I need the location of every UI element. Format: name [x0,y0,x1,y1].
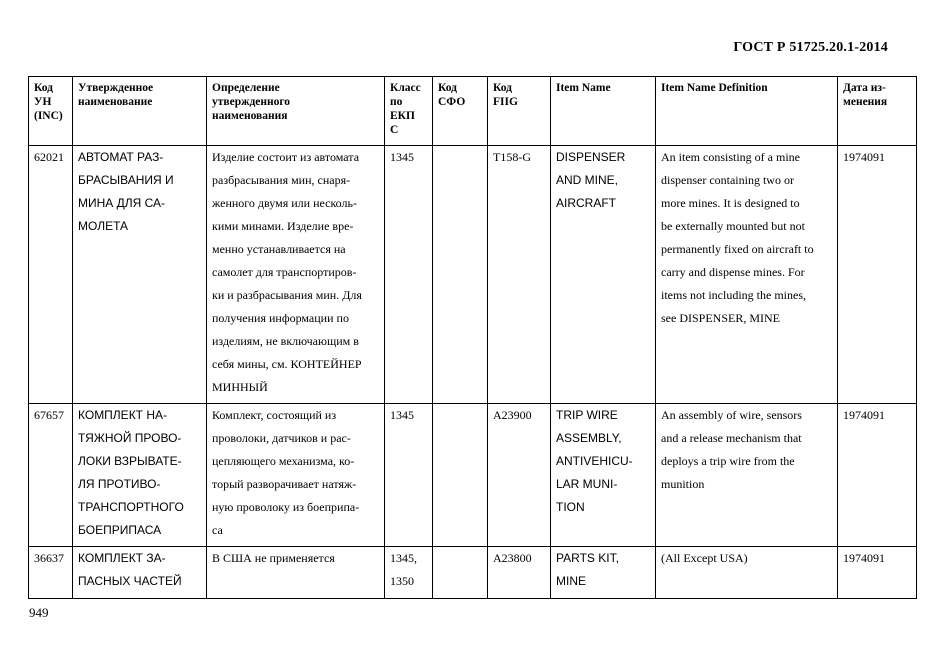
cell-item-definition-line: An assembly of wire, sensors [661,408,802,422]
cell-approved-name-line: ЛОКИ ВЗРЫВАТЕ- [78,454,182,468]
cell-approved-name [73,547,207,599]
cell-change-date: 1974091 [838,547,917,599]
cell-item-name-line: ASSEMBLY, [556,431,622,445]
cell-class [385,146,433,404]
cell-item-definition-line: be externally mounted but not [661,219,805,233]
cell-approved-name-line: ТЯЖНОЙ ПРОВО- [78,431,182,445]
cell-approved-name [73,146,207,404]
header-row [29,77,917,146]
page-number: 949 [29,605,49,620]
cell-definition-line: проволоки, датчиков и рас- [212,431,351,445]
cell-class-line: 1345, [390,551,417,565]
cell-item-definition-line: (All Except USA) [661,551,748,565]
cell-definition [207,404,385,547]
cell-item-name-line: TION [556,500,585,514]
cell-sfo [433,404,488,547]
cell-fiig: A23900 [488,404,551,547]
cell-definition-line: получения информации по [212,311,349,325]
cell-inc: 67657 [29,404,73,547]
cell-item-definition-line: permanently fixed on aircraft to [661,242,814,256]
table-row [29,547,917,599]
cell-item-definition [656,146,838,404]
cell-definition-line: торый разворачивает натяж- [212,477,357,491]
cell-definition-line: изделиям, не включающим в [212,334,359,348]
table-body [29,146,917,599]
cell-approved-name-line: МОЛЕТА [78,219,129,233]
cell-item-definition [656,547,838,599]
cell-sfo [433,146,488,404]
cell-item-definition-line: items not including the mines, [661,288,806,302]
cell-class-line: 1345 [390,150,414,164]
cell-definition-line: разбрасывания мин, снаря- [212,173,351,187]
cell-change-date: 1974091 [838,146,917,404]
cell-item-name-line: PARTS KIT, [556,551,619,565]
document-code: ГОСТ Р 51725.20.1-2014 [733,40,888,55]
cell-item-definition-line: munition [661,477,705,491]
col-header-inc: Код УН (INC) [29,77,73,146]
col-header-sfo: Код СФО [433,77,488,146]
cell-item-definition-line: deploys a trip wire from the [661,454,795,468]
col-header-item-name: Item Name [551,77,656,146]
cell-approved-name-line: АВТОМАТ РАЗ- [78,150,164,164]
cell-class [385,404,433,547]
cell-inc: 36637 [29,547,73,599]
cell-sfo [433,547,488,599]
col-header-definition: Определение утвержденного наименования [207,77,385,146]
cell-definition [207,146,385,404]
cell-definition-line: Изделие состоит из автомата [212,150,360,164]
cell-item-name [551,404,656,547]
cell-definition-line: цепляющего механизма, ко- [212,454,355,468]
cell-approved-name-line: ПАСНЫХ ЧАСТЕЙ [78,574,182,588]
cell-fiig: T158-G [488,146,551,404]
cell-fiig: A23800 [488,547,551,599]
cell-approved-name-line: БРАСЫВАНИЯ И [78,173,174,187]
cell-item-definition [656,404,838,547]
cell-item-definition-line: and a release mechanism that [661,431,802,445]
cell-definition [207,547,385,599]
cell-class [385,547,433,599]
cell-definition-line: самолет для транспортиров- [212,265,357,279]
cell-item-definition-line: more mines. It is designed to [661,196,800,210]
cell-item-name-line: AND MINE, [556,173,619,187]
cell-item-definition-line: see DISPENSER, MINE [661,311,780,325]
cell-change-date: 1974091 [838,404,917,547]
cell-definition-line: ки и разбрасывания мин. Для [212,288,362,302]
cell-definition-line: МИННЫЙ [212,380,268,394]
cell-item-name-line: MINE [556,574,586,588]
cell-definition-line: са [212,523,223,537]
cell-item-definition-line: An item consisting of a mine [661,150,800,164]
col-header-approved-name: Утвержденное наименование [73,77,207,146]
table-row [29,404,917,547]
cell-class-line: 1350 [390,574,414,588]
cell-item-name [551,547,656,599]
cell-item-definition-line: dispenser containing two or [661,173,794,187]
cell-approved-name-line: ТРАНСПОРТНОГО [78,500,184,514]
cell-definition-line: Комплект, состоящий из [212,408,337,422]
col-header-item-definition: Item Name Definition [656,77,838,146]
cell-class-line: 1345 [390,408,414,422]
cell-item-name-line: DISPENSER [556,150,626,164]
cell-approved-name-line: КОМПЛЕКТ ЗА- [78,551,166,565]
cell-definition-line: менно устанавливается на [212,242,346,256]
cell-definition-line: себя мины, см. КОНТЕЙНЕР [212,357,362,371]
cell-inc: 62021 [29,146,73,404]
cell-item-name-line: TRIP WIRE [556,408,618,422]
col-header-fiig: Код FIIG [488,77,551,146]
cell-definition-line: кими минами. Изделие вре- [212,219,354,233]
col-header-class: Класс по ЕКП С [385,77,433,146]
cell-definition-line: ную проволоку из боеприпа- [212,500,360,514]
cell-approved-name-line: БОЕПРИПАСА [78,523,162,537]
cell-definition-line: В США не применяется [212,551,335,565]
cell-item-name-line: AIRCRAFT [556,196,616,210]
cell-definition-line: женного двумя или несколь- [212,196,357,210]
cell-approved-name [73,404,207,547]
cell-item-name-line: LAR MUNI- [556,477,618,491]
cell-item-name [551,146,656,404]
cell-item-name-line: ANTIVEHICU- [556,454,633,468]
cell-approved-name-line: КОМПЛЕКТ НА- [78,408,168,422]
catalog-table [28,76,917,599]
cell-item-definition-line: carry and dispense mines. For [661,265,805,279]
table-row [29,146,917,404]
cell-approved-name-line: ЛЯ ПРОТИВО- [78,477,161,491]
col-header-change-date: Дата из- менения [838,77,917,146]
cell-approved-name-line: МИНА ДЛЯ СА- [78,196,166,210]
